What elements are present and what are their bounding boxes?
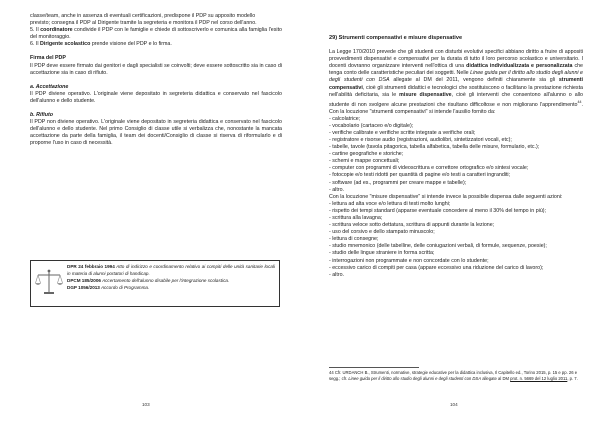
dirigente-bold: Dirigente scolastico (40, 41, 91, 48)
dispensative-intro: Con la locuzione "misure dispensative" si intende invece la possibile dispensa dalle seguenti azioni: (329, 193, 563, 200)
accettazione-heading: a. Accettazione (30, 83, 69, 90)
intro-paragraph: La Legge 170/2010 prevede che gli studenti con disturbi evolutivi specifici abbiano diritto a fruire di appositi provvedimenti dispensativi e compensativi per la durata di tutto il loro percorso scolastico e universitario. I docenti dovranno organizzare interventi nell'ottica di una didattica individualizzata e personalizzata che tenga conto delle caratteristiche peculiari dei soggetti. Nelle Linee guida per il diritto allo studio degli alunni e degli studenti con DSA allegate al DM del 2011, vengono definiti chiaramente sia gli strumenti compensativi, cioè gli strumenti didattici e tecnologici che sostituiscono o facilitano la prestazione richiesta nell'abilità deficitaria, sia le misure dispensative, cioè gli interventi che consentono all'alunno o allo studente di non svolgere alcune prestazioni che risultano difficoltose e non migliorano l'apprendimento$^{44}$. Con la locuzione "strumenti compensativi" si intende l'ausilio fornito da: (329, 49, 583, 115)
right-column (329, 35, 583, 279)
list-item: - lettura di consegne; (329, 236, 379, 243)
list-item: - software (ad es., programmi per creare mappe e tabelle); (329, 179, 467, 186)
list-item: - lettura ad alta voce e/o lettura di testi molto lunghi; (329, 200, 451, 207)
references-list (67, 264, 275, 292)
footnote-link[interactable]: prot. n. 5669 del 12 luglio 2011 (510, 375, 568, 381)
left-column (30, 13, 282, 148)
firma-text: Il PDP deve essere firmato dai genitori e dagli specialisti se coinvolti; deve essere sottoscritto sia in caso di accettazione sia in caso di rifiuto. (30, 62, 282, 76)
item-6: 6. Il Dirigente scolastico prende visione del PDP e lo firma. (30, 41, 172, 48)
dispensative-measures-list (329, 201, 583, 279)
intro-line-1: classe/team, anche in assenza di eventuali certificazioni, predispone il PDP su apposito modello (30, 13, 256, 19)
footnote: 44 Cfr. URDANCH B., Strumenti, normative, strategie educative per la didattica inclusiva, Il Capitello ed., Torino 2015, p. 15 e pp. 26 e segg.; cfr. Linee guida per il diritto allo studio degli alunni e degli studenti con DSA allegate al DM prot. n. 5669 del 12 luglio 2011, p. 7. (329, 367, 583, 382)
list-item: - scrittura alla lavagna; (329, 215, 383, 222)
list-item: - fotocopie e/o testi ridotti per quantità di pagine e/o testi a caratteri ingranditi; (329, 172, 511, 179)
reference-item: DGP 1056/2013 Accordo di Programma. (67, 284, 150, 290)
page-number-right: 104 (450, 402, 458, 407)
list-item: - uso del corsivo e dello stampato minuscolo; (329, 229, 435, 236)
references-box (30, 260, 280, 307)
coordinatore-bold: coordinatore (40, 27, 73, 34)
list-item: - cartine geografiche e storiche; (329, 151, 404, 158)
list-item: - computer con programmi di videoscrittura e correttore ortografico e/o sintesi vocale; (329, 165, 529, 172)
page-number-left: 103 (142, 402, 150, 407)
list-item: - vocabolario (cartaceo e/o digitale); (329, 122, 414, 129)
list-item: - rispetto dei tempi standard (apparse eventuale concedere al meno il 30% del tempo in più); (329, 207, 547, 214)
reference-item: DPR 24 febbraio 1994 Atto di indirizzo e coordinamento relativo ai compiti delle unità sanitarie locali in materia di alunni portatori di handicap. (67, 264, 275, 276)
intro-line-2: previsto; consegna il PDP al Dirigente tramite la segreteria e monitora il PDP nel corso dell'anno. (30, 20, 257, 27)
item-5: 5. Il coordinatore condivide il PDP con le famiglie e chiede di sottoscriverlo e comunica alla famiglia l'esito del monitoraggio. (30, 27, 282, 41)
rifiuto-heading: b. Rifiuto (30, 112, 53, 119)
list-item: - eccessivo carico di compiti per casa (appare eccessivo una riduzione del carico di lavoro); (329, 264, 544, 271)
list-item: - interrogazioni non programmate e non concordate con lo studente; (329, 257, 489, 264)
list-item: - studio delle lingue straniere in forma scritta; (329, 250, 435, 257)
accettazione-text: Il PDP diviene operativo. L'originale viene depositato in segreteria didattica e conservato nel fascicolo dell'alunno e dello studente. (30, 90, 282, 104)
footnote-divider (329, 367, 419, 368)
reference-item: DPCM 185/2006 Accertamento dell'alunno disabile per l'integrazione scolastica. (67, 277, 230, 283)
list-item: - tabelle, tavole (tavola pitagorica, tabella alfabetica, tabella delle misure, formulario, etc.); (329, 144, 540, 151)
section-title: 29) Strumenti compensativi e misure dispensative (329, 35, 463, 41)
list-item: - schemi e mappe concettuali; (329, 158, 400, 165)
right-page (300, 0, 600, 424)
firma-heading: Firma del PDP (30, 55, 66, 62)
scales-of-justice-icon (34, 268, 64, 296)
list-item: - scrittura veloce sotto dettatura, scrittura di appunti durante la lezione; (329, 222, 495, 229)
list-item: - registratore e risorse audio (registrazioni, audiolibri, sintetizzatori vocali, etc); (329, 136, 512, 143)
list-item: - altro. (329, 271, 345, 278)
list-item: - altro. (329, 186, 345, 193)
list-item: - verifiche calibrate e verifiche scritte integrate a verifiche orali; (329, 129, 476, 136)
rifiuto-text: Il PDP non diviene operativo. L'originale viene depositato in segreteria didattica e conservato nel fascicolo dell'alunno e dello studente. Nel primo Consiglio di classe utile si verbalizza che, nonostante la mancata accettazione da parte della famiglia, il team dei docenti/Consiglio di classe si riserva di riformularlo e di proporne l'uso in caso di necessità. (30, 119, 282, 147)
list-item: - studio mnemonico (delle tabelline, delle coniugazioni verbali, di formule, sequenze, poesie); (329, 243, 547, 250)
footnote-ref: 44 (577, 99, 582, 104)
list-item: - calcolatrice; (329, 115, 361, 122)
compensative-tools-list (329, 116, 583, 194)
